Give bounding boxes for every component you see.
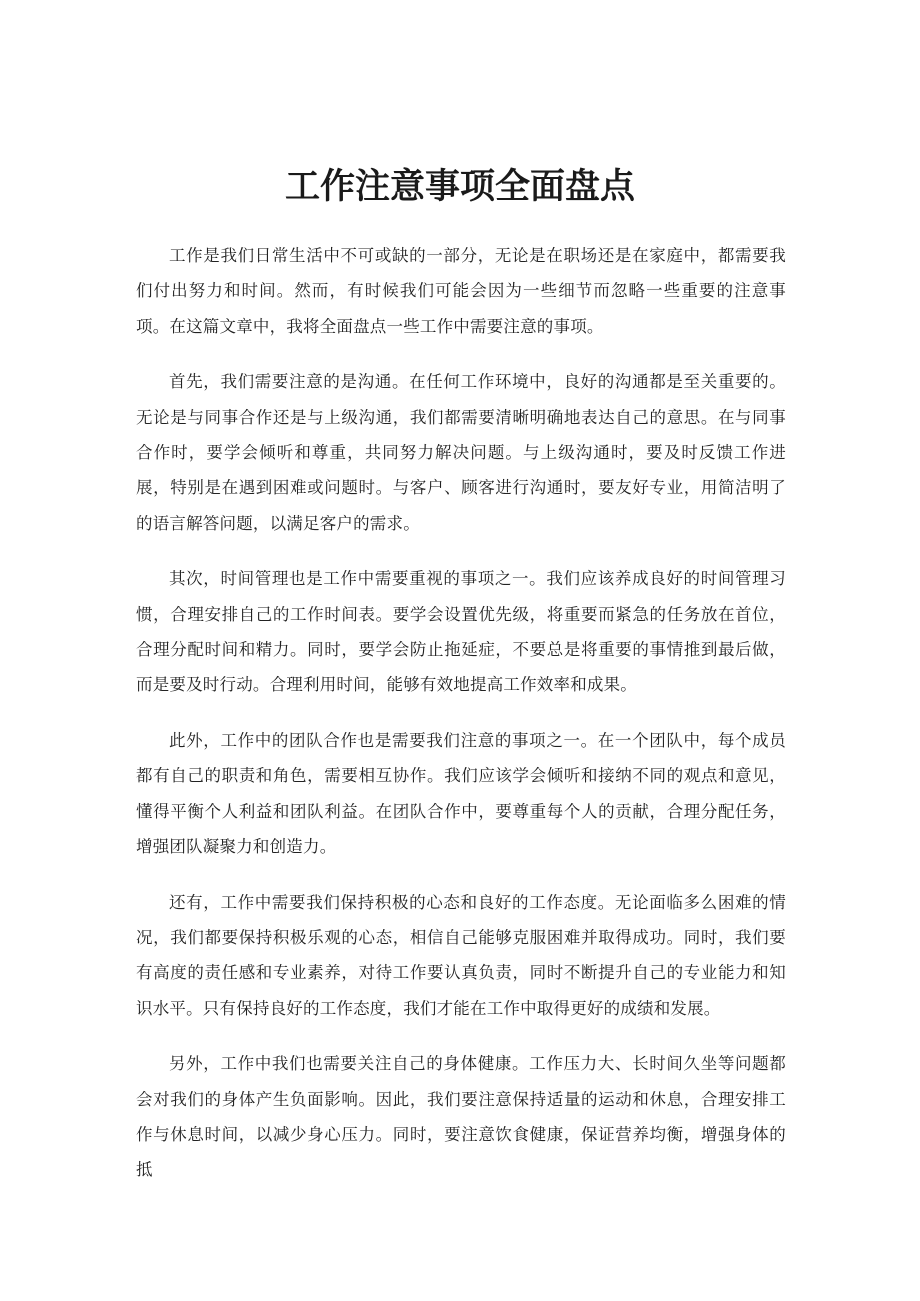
document-body — [136, 238, 786, 1208]
paragraph-communication: 首先，我们需要注意的是沟通。在任何工作环境中，良好的沟通都是至关重要的。无论是与同事合作还是与上级沟通，我们都需要清晰明确地表达自己的意思。在与同事合作时，要学会倾听和尊重，共同努力解决问题。与上级沟通时，要及时反馈工作进展，特别是在遇到困难或问题时。与客户、顾客进行沟通时，要友好专业，用简洁明了的语言解答问题，以满足客户的需求。 — [136, 372, 786, 533]
paragraph-teamwork: 此外，工作中的团队合作也是需要我们注意的事项之一。在一个团队中，每个成员都有自己的职责和角色，需要相互协作。我们应该学会倾听和接纳不同的观点和意见，懂得平衡个人利益和团队利益。在团队合作中，要尊重每个人的贡献，合理分配任务，增强团队凝聚力和创造力。 — [136, 730, 786, 857]
document-title: 工作注意事项全面盘点 — [284, 167, 635, 207]
paragraph-attitude: 还有，工作中需要我们保持积极的心态和良好的工作态度。无论面临多么困难的情况，我们都要保持积极乐观的心态，相信自己能够克服困难并取得成功。同时，我们要有高度的责任感和专业素养，对待工作要认真负责，同时不断提升自己的专业能力和知识水平。只有保持良好的工作态度，我们才能在工作中取得更好的成绩和发展。 — [136, 892, 786, 1018]
paragraph-health: 另外，工作中我们也需要关注自己的身体健康。工作压力大、长时间久坐等问题都会对我们的身体产生负面影响。因此，我们要注意保持适量的运动和休息，合理安排工作与休息时间，以减少身心压力。同时，要注意饮食健康，保证营养均衡，增强身体的抵 — [136, 1054, 786, 1180]
paragraph-time-management: 其次，时间管理也是工作中需要重视的事项之一。我们应该养成良好的时间管理习惯，合理安排自己的工作时间表。要学会设置优先级，将重要而紧急的任务放在首位，合理分配时间和精力。同时，要学会防止拖延症，不要总是将重要的事情推到最后做，而是要及时行动。合理利用时间，能够有效地提高工作效率和成果。 — [136, 569, 786, 695]
paragraph-intro: 工作是我们日常生活中不可或缺的一部分，无论是在职场还是在家庭中，都需要我们付出努力和时间。然而，有时候我们可能会因为一些细节而忽略一些重要的注意事项。在这篇文章中，我将全面盘点一些工作中需要注意的事项。 — [136, 246, 786, 336]
